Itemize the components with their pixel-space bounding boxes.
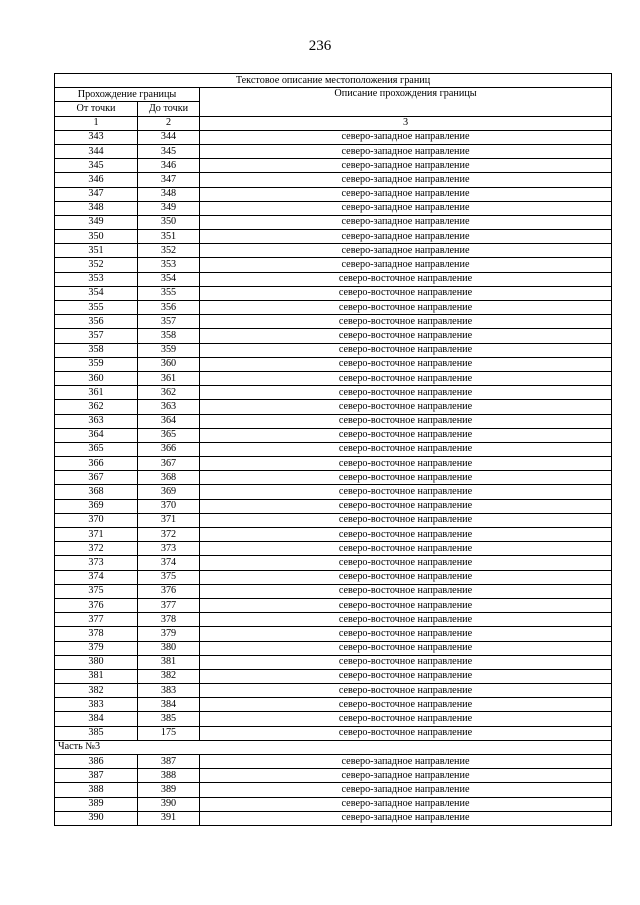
table-row — [55, 769, 612, 783]
to-point-cell: 362 — [138, 386, 200, 400]
direction-cell: северо-восточное направление — [200, 627, 612, 641]
to-point-cell: 385 — [138, 712, 200, 726]
to-point-cell: 380 — [138, 641, 200, 655]
from-point-cell: 379 — [55, 641, 138, 655]
direction-cell: северо-восточное направление — [200, 414, 612, 428]
table-row — [55, 783, 612, 797]
table-row — [55, 414, 612, 428]
to-point-cell: 364 — [138, 414, 200, 428]
direction-cell: северо-западное направление — [200, 201, 612, 215]
direction-cell: северо-западное направление — [200, 230, 612, 244]
table-row — [55, 457, 612, 471]
from-point-cell: 367 — [55, 471, 138, 485]
direction-cell: северо-восточное направление — [200, 357, 612, 371]
table-row — [55, 811, 612, 825]
from-point-cell: 349 — [55, 215, 138, 229]
to-point-cell: 356 — [138, 301, 200, 315]
direction-cell: северо-восточное направление — [200, 301, 612, 315]
to-point-cell: 375 — [138, 570, 200, 584]
from-point-cell: 359 — [55, 357, 138, 371]
table-row — [55, 556, 612, 570]
table-row — [55, 542, 612, 556]
table-row — [55, 627, 612, 641]
direction-cell: северо-восточное направление — [200, 286, 612, 300]
to-point-cell: 366 — [138, 442, 200, 456]
table-row — [55, 286, 612, 300]
to-point-cell: 344 — [138, 130, 200, 144]
table-row — [55, 159, 612, 173]
table-row — [55, 258, 612, 272]
from-point-cell: 384 — [55, 712, 138, 726]
from-point-cell: 377 — [55, 613, 138, 627]
to-point-cell: 384 — [138, 698, 200, 712]
table-row — [55, 442, 612, 456]
table-row — [55, 641, 612, 655]
direction-cell: северо-восточное направление — [200, 556, 612, 570]
direction-cell: северо-западное направление — [200, 215, 612, 229]
table-row — [55, 343, 612, 357]
direction-cell: северо-восточное направление — [200, 343, 612, 357]
from-point-cell: 368 — [55, 485, 138, 499]
direction-cell: северо-западное направление — [200, 811, 612, 825]
boundary-table — [54, 73, 612, 826]
table-row — [55, 173, 612, 187]
to-point-cell: 368 — [138, 471, 200, 485]
direction-cell: северо-западное направление — [200, 783, 612, 797]
from-point-cell: 361 — [55, 386, 138, 400]
direction-cell: северо-западное направление — [200, 144, 612, 158]
to-point-cell: 367 — [138, 457, 200, 471]
header-description: Описание прохождения границы — [200, 88, 612, 116]
from-point-cell: 382 — [55, 684, 138, 698]
direction-cell: северо-восточное направление — [200, 598, 612, 612]
from-point-cell: 372 — [55, 542, 138, 556]
from-point-cell: 366 — [55, 457, 138, 471]
table-row — [55, 471, 612, 485]
to-point-cell: 363 — [138, 400, 200, 414]
page-number: 236 — [308, 38, 332, 54]
table-row — [55, 400, 612, 414]
header-col2: 2 — [138, 116, 200, 130]
to-point-cell: 354 — [138, 272, 200, 286]
to-point-cell: 358 — [138, 329, 200, 343]
direction-cell: северо-восточное направление — [200, 726, 612, 740]
direction-cell: северо-восточное направление — [200, 655, 612, 669]
from-point-cell: 375 — [55, 584, 138, 598]
from-point-cell: 350 — [55, 230, 138, 244]
to-point-cell: 369 — [138, 485, 200, 499]
table-row — [55, 244, 612, 258]
table-row — [55, 215, 612, 229]
from-point-cell: 357 — [55, 329, 138, 343]
from-point-cell: 385 — [55, 726, 138, 740]
to-point-cell: 374 — [138, 556, 200, 570]
to-point-cell: 361 — [138, 371, 200, 385]
to-point-cell: 387 — [138, 755, 200, 769]
from-point-cell: 343 — [55, 130, 138, 144]
direction-cell: северо-восточное направление — [200, 428, 612, 442]
to-point-cell: 377 — [138, 598, 200, 612]
to-point-cell: 381 — [138, 655, 200, 669]
direction-cell: северо-западное направление — [200, 159, 612, 173]
to-point-cell: 379 — [138, 627, 200, 641]
table-row — [55, 513, 612, 527]
table-row — [55, 130, 612, 144]
table-body — [55, 130, 612, 740]
from-point-cell: 348 — [55, 201, 138, 215]
direction-cell: северо-восточное направление — [200, 684, 612, 698]
table-row — [55, 230, 612, 244]
table-row — [55, 499, 612, 513]
direction-cell: северо-западное направление — [200, 130, 612, 144]
from-point-cell: 351 — [55, 244, 138, 258]
to-point-cell: 347 — [138, 173, 200, 187]
direction-cell: северо-восточное направление — [200, 513, 612, 527]
table-row — [55, 201, 612, 215]
from-point-cell: 360 — [55, 371, 138, 385]
from-point-cell: 346 — [55, 173, 138, 187]
table-row — [55, 698, 612, 712]
to-point-cell: 353 — [138, 258, 200, 272]
table-row — [55, 726, 612, 740]
direction-cell: северо-восточное направление — [200, 584, 612, 598]
from-point-cell: 369 — [55, 499, 138, 513]
to-point-cell: 355 — [138, 286, 200, 300]
direction-cell: северо-восточное направление — [200, 669, 612, 683]
to-point-cell: 348 — [138, 187, 200, 201]
to-point-cell: 370 — [138, 499, 200, 513]
from-point-cell: 370 — [55, 513, 138, 527]
table-row — [55, 755, 612, 769]
from-point-cell: 345 — [55, 159, 138, 173]
to-point-cell: 345 — [138, 144, 200, 158]
direction-cell: северо-восточное направление — [200, 641, 612, 655]
direction-cell: северо-восточное направление — [200, 329, 612, 343]
from-point-cell: 386 — [55, 755, 138, 769]
header-from: От точки — [55, 102, 138, 116]
table-row — [55, 655, 612, 669]
to-point-cell: 389 — [138, 783, 200, 797]
direction-cell: северо-восточное направление — [200, 400, 612, 414]
to-point-cell: 360 — [138, 357, 200, 371]
to-point-cell: 365 — [138, 428, 200, 442]
from-point-cell: 390 — [55, 811, 138, 825]
from-point-cell: 364 — [55, 428, 138, 442]
direction-cell: северо-западное направление — [200, 187, 612, 201]
direction-cell: северо-восточное направление — [200, 471, 612, 485]
from-point-cell: 389 — [55, 797, 138, 811]
from-point-cell: 363 — [55, 414, 138, 428]
to-point-cell: 390 — [138, 797, 200, 811]
header-passage: Прохождение границы — [55, 88, 200, 102]
from-point-cell: 356 — [55, 315, 138, 329]
from-point-cell: 373 — [55, 556, 138, 570]
to-point-cell: 352 — [138, 244, 200, 258]
from-point-cell: 347 — [55, 187, 138, 201]
direction-cell: северо-восточное направление — [200, 442, 612, 456]
to-point-cell: 376 — [138, 584, 200, 598]
table-row — [55, 613, 612, 627]
direction-cell: северо-западное направление — [200, 258, 612, 272]
direction-cell: северо-восточное направление — [200, 315, 612, 329]
from-point-cell: 344 — [55, 144, 138, 158]
header-col1: 1 — [55, 116, 138, 130]
table-row — [55, 428, 612, 442]
direction-cell: северо-восточное направление — [200, 272, 612, 286]
from-point-cell: 353 — [55, 272, 138, 286]
table-row — [55, 485, 612, 499]
table-row — [55, 329, 612, 343]
from-point-cell: 378 — [55, 627, 138, 641]
to-point-cell: 382 — [138, 669, 200, 683]
from-point-cell: 371 — [55, 528, 138, 542]
from-point-cell: 362 — [55, 400, 138, 414]
direction-cell: северо-восточное направление — [200, 542, 612, 556]
to-point-cell: 175 — [138, 726, 200, 740]
table-row — [55, 386, 612, 400]
direction-cell: северо-восточное направление — [200, 613, 612, 627]
table-row — [55, 272, 612, 286]
table-body-part3 — [55, 755, 612, 826]
to-point-cell: 346 — [138, 159, 200, 173]
table-row — [55, 144, 612, 158]
section-label: Часть №3 — [55, 740, 612, 754]
table-row — [55, 187, 612, 201]
direction-cell: северо-восточное направление — [200, 499, 612, 513]
to-point-cell: 351 — [138, 230, 200, 244]
to-point-cell: 357 — [138, 315, 200, 329]
table-title: Текстовое описание местоположения границ — [55, 74, 612, 88]
table-row — [55, 598, 612, 612]
direction-cell: северо-восточное направление — [200, 698, 612, 712]
direction-cell: северо-восточное направление — [200, 528, 612, 542]
direction-cell: северо-восточное направление — [200, 371, 612, 385]
direction-cell: северо-западное направление — [200, 244, 612, 258]
to-point-cell: 359 — [138, 343, 200, 357]
from-point-cell: 355 — [55, 301, 138, 315]
from-point-cell: 354 — [55, 286, 138, 300]
to-point-cell: 349 — [138, 201, 200, 215]
table-row — [55, 684, 612, 698]
direction-cell: северо-восточное направление — [200, 570, 612, 584]
direction-cell: северо-восточное направление — [200, 712, 612, 726]
table-row — [55, 584, 612, 598]
to-point-cell: 371 — [138, 513, 200, 527]
direction-cell: северо-западное направление — [200, 797, 612, 811]
direction-cell: северо-западное направление — [200, 173, 612, 187]
from-point-cell: 380 — [55, 655, 138, 669]
direction-cell: северо-западное направление — [200, 769, 612, 783]
from-point-cell: 358 — [55, 343, 138, 357]
table-row — [55, 528, 612, 542]
from-point-cell: 376 — [55, 598, 138, 612]
to-point-cell: 372 — [138, 528, 200, 542]
table-row — [55, 797, 612, 811]
table-row — [55, 357, 612, 371]
from-point-cell: 383 — [55, 698, 138, 712]
header-col3: 3 — [200, 116, 612, 130]
table-row — [55, 669, 612, 683]
to-point-cell: 383 — [138, 684, 200, 698]
to-point-cell: 391 — [138, 811, 200, 825]
from-point-cell: 381 — [55, 669, 138, 683]
table-row — [55, 301, 612, 315]
table-row — [55, 315, 612, 329]
to-point-cell: 378 — [138, 613, 200, 627]
table-row — [55, 371, 612, 385]
from-point-cell: 388 — [55, 783, 138, 797]
to-point-cell: 388 — [138, 769, 200, 783]
from-point-cell: 374 — [55, 570, 138, 584]
direction-cell: северо-восточное направление — [200, 485, 612, 499]
to-point-cell: 350 — [138, 215, 200, 229]
table-row — [55, 570, 612, 584]
to-point-cell: 373 — [138, 542, 200, 556]
from-point-cell: 365 — [55, 442, 138, 456]
direction-cell: северо-восточное направление — [200, 386, 612, 400]
direction-cell: северо-западное направление — [200, 755, 612, 769]
direction-cell: северо-восточное направление — [200, 457, 612, 471]
from-point-cell: 352 — [55, 258, 138, 272]
table-row — [55, 712, 612, 726]
from-point-cell: 387 — [55, 769, 138, 783]
header-to: До точки — [138, 102, 200, 116]
